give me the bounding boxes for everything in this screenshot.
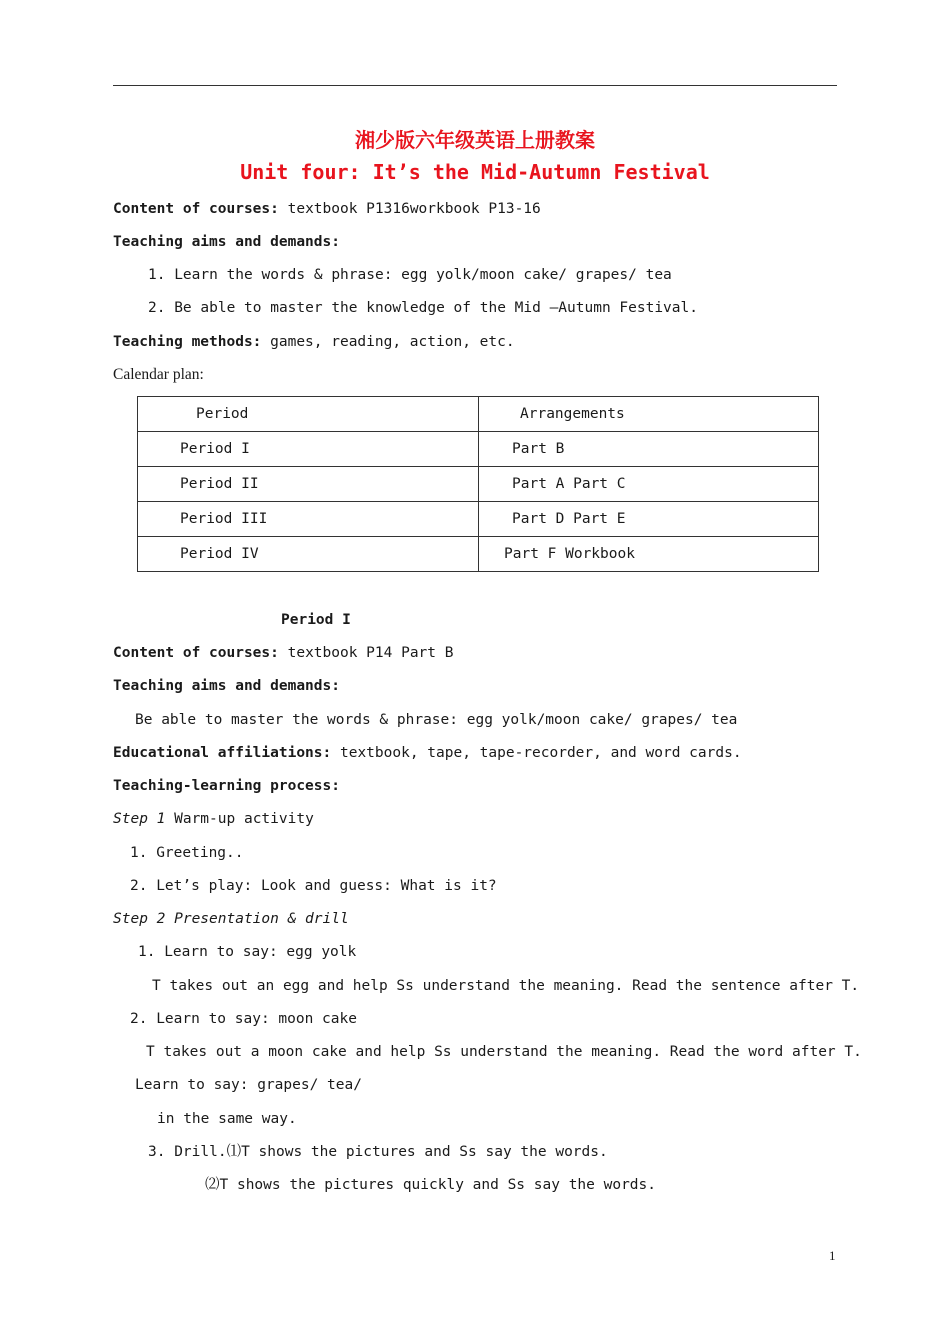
header-arrangements: Arrangements <box>520 406 625 422</box>
educational-affiliations <box>113 743 742 763</box>
step2-heading: Step 2 Presentation & drill <box>113 911 349 927</box>
methods-label: Teaching methods: <box>113 334 262 350</box>
arrangement-cell: Part D Part E <box>512 511 626 527</box>
list-item: 1. Learn to say: egg yolk <box>138 944 357 960</box>
table-cell <box>479 432 819 467</box>
table-cell <box>479 502 819 537</box>
table-cell <box>138 502 479 537</box>
table-header-cell <box>138 397 479 432</box>
teaching-methods <box>113 332 515 352</box>
table-cell <box>479 467 819 502</box>
period-content-of-courses <box>113 643 453 663</box>
period-cell: Period II <box>180 476 259 492</box>
list-item: 1. Greeting.. <box>130 845 244 861</box>
list-item: 2. Let’s play: Look and guess: What is it? <box>130 878 497 894</box>
period-cell: Period IV <box>180 546 259 562</box>
header-period: Period <box>196 406 249 422</box>
content-label: Content of courses: <box>113 645 279 661</box>
affiliations-label: Educational affiliations: <box>113 745 332 761</box>
list-item: 3. Drill.⑴T shows the pictures and Ss say the words. <box>148 1144 608 1160</box>
content-of-courses <box>113 199 541 219</box>
step1-label: Step 1 <box>113 811 166 827</box>
calendar-table <box>137 396 819 572</box>
table-header-cell <box>479 397 819 432</box>
unit-title: Unit four: It’s the Mid-Autumn Festival <box>240 160 710 184</box>
calendar-label: Calendar plan: <box>113 366 204 383</box>
content-value: textbook P1316workbook P13-16 <box>278 201 541 217</box>
header-rule <box>113 85 837 86</box>
table-cell <box>138 467 479 502</box>
list-item-detail: ⑵T shows the pictures quickly and Ss say the words. <box>205 1177 656 1193</box>
table-cell <box>138 537 479 572</box>
step1-heading <box>113 809 314 829</box>
aims-label: Teaching aims and demands: <box>113 234 340 250</box>
period-heading: Period I <box>281 612 351 628</box>
methods-value: games, reading, action, etc. <box>261 334 515 350</box>
content-label: Content of courses: <box>113 201 279 217</box>
step1-title: Warm-up activity <box>165 811 314 827</box>
period-aims-text: Be able to master the words & phrase: egg yolk/moon cake/ grapes/ tea <box>135 712 738 728</box>
arrangement-cell: Part F Workbook <box>504 546 635 562</box>
table-row <box>138 502 819 537</box>
document-title-chinese: 湘少版六年级英语上册教案 <box>355 128 595 152</box>
table-cell <box>138 432 479 467</box>
list-item-detail: Learn to say: grapes/ tea/ <box>135 1077 362 1093</box>
process-label: Teaching-learning process: <box>113 778 340 794</box>
arrangement-cell: Part A Part C <box>512 476 626 492</box>
arrangement-cell: Part B <box>512 441 565 457</box>
table-row <box>138 467 819 502</box>
table-cell <box>479 537 819 572</box>
list-item: 2. Learn to say: moon cake <box>130 1011 357 1027</box>
affiliations-value: textbook, tape, tape-recorder, and word cards. <box>331 745 742 761</box>
table-row <box>138 432 819 467</box>
period-cell: Period III <box>180 511 268 527</box>
list-item-detail: T takes out an egg and help Ss understand the meaning. Read the sentence after T. <box>152 978 860 994</box>
list-item-detail: T takes out a moon cake and help Ss understand the meaning. Read the word after T. <box>146 1044 862 1060</box>
page-number: 1 <box>829 1248 836 1263</box>
content-value: textbook P14 Part B <box>278 645 454 661</box>
table-row <box>138 537 819 572</box>
aim-item: 2. Be able to master the knowledge of the Mid –Autumn Festival. <box>148 300 698 316</box>
period-cell: Period I <box>180 441 250 457</box>
table-header-row <box>138 397 819 432</box>
aim-item: 1. Learn the words & phrase: egg yolk/moon cake/ grapes/ tea <box>148 267 672 283</box>
period-aims-label: Teaching aims and demands: <box>113 678 340 694</box>
list-item-detail: in the same way. <box>157 1111 297 1127</box>
